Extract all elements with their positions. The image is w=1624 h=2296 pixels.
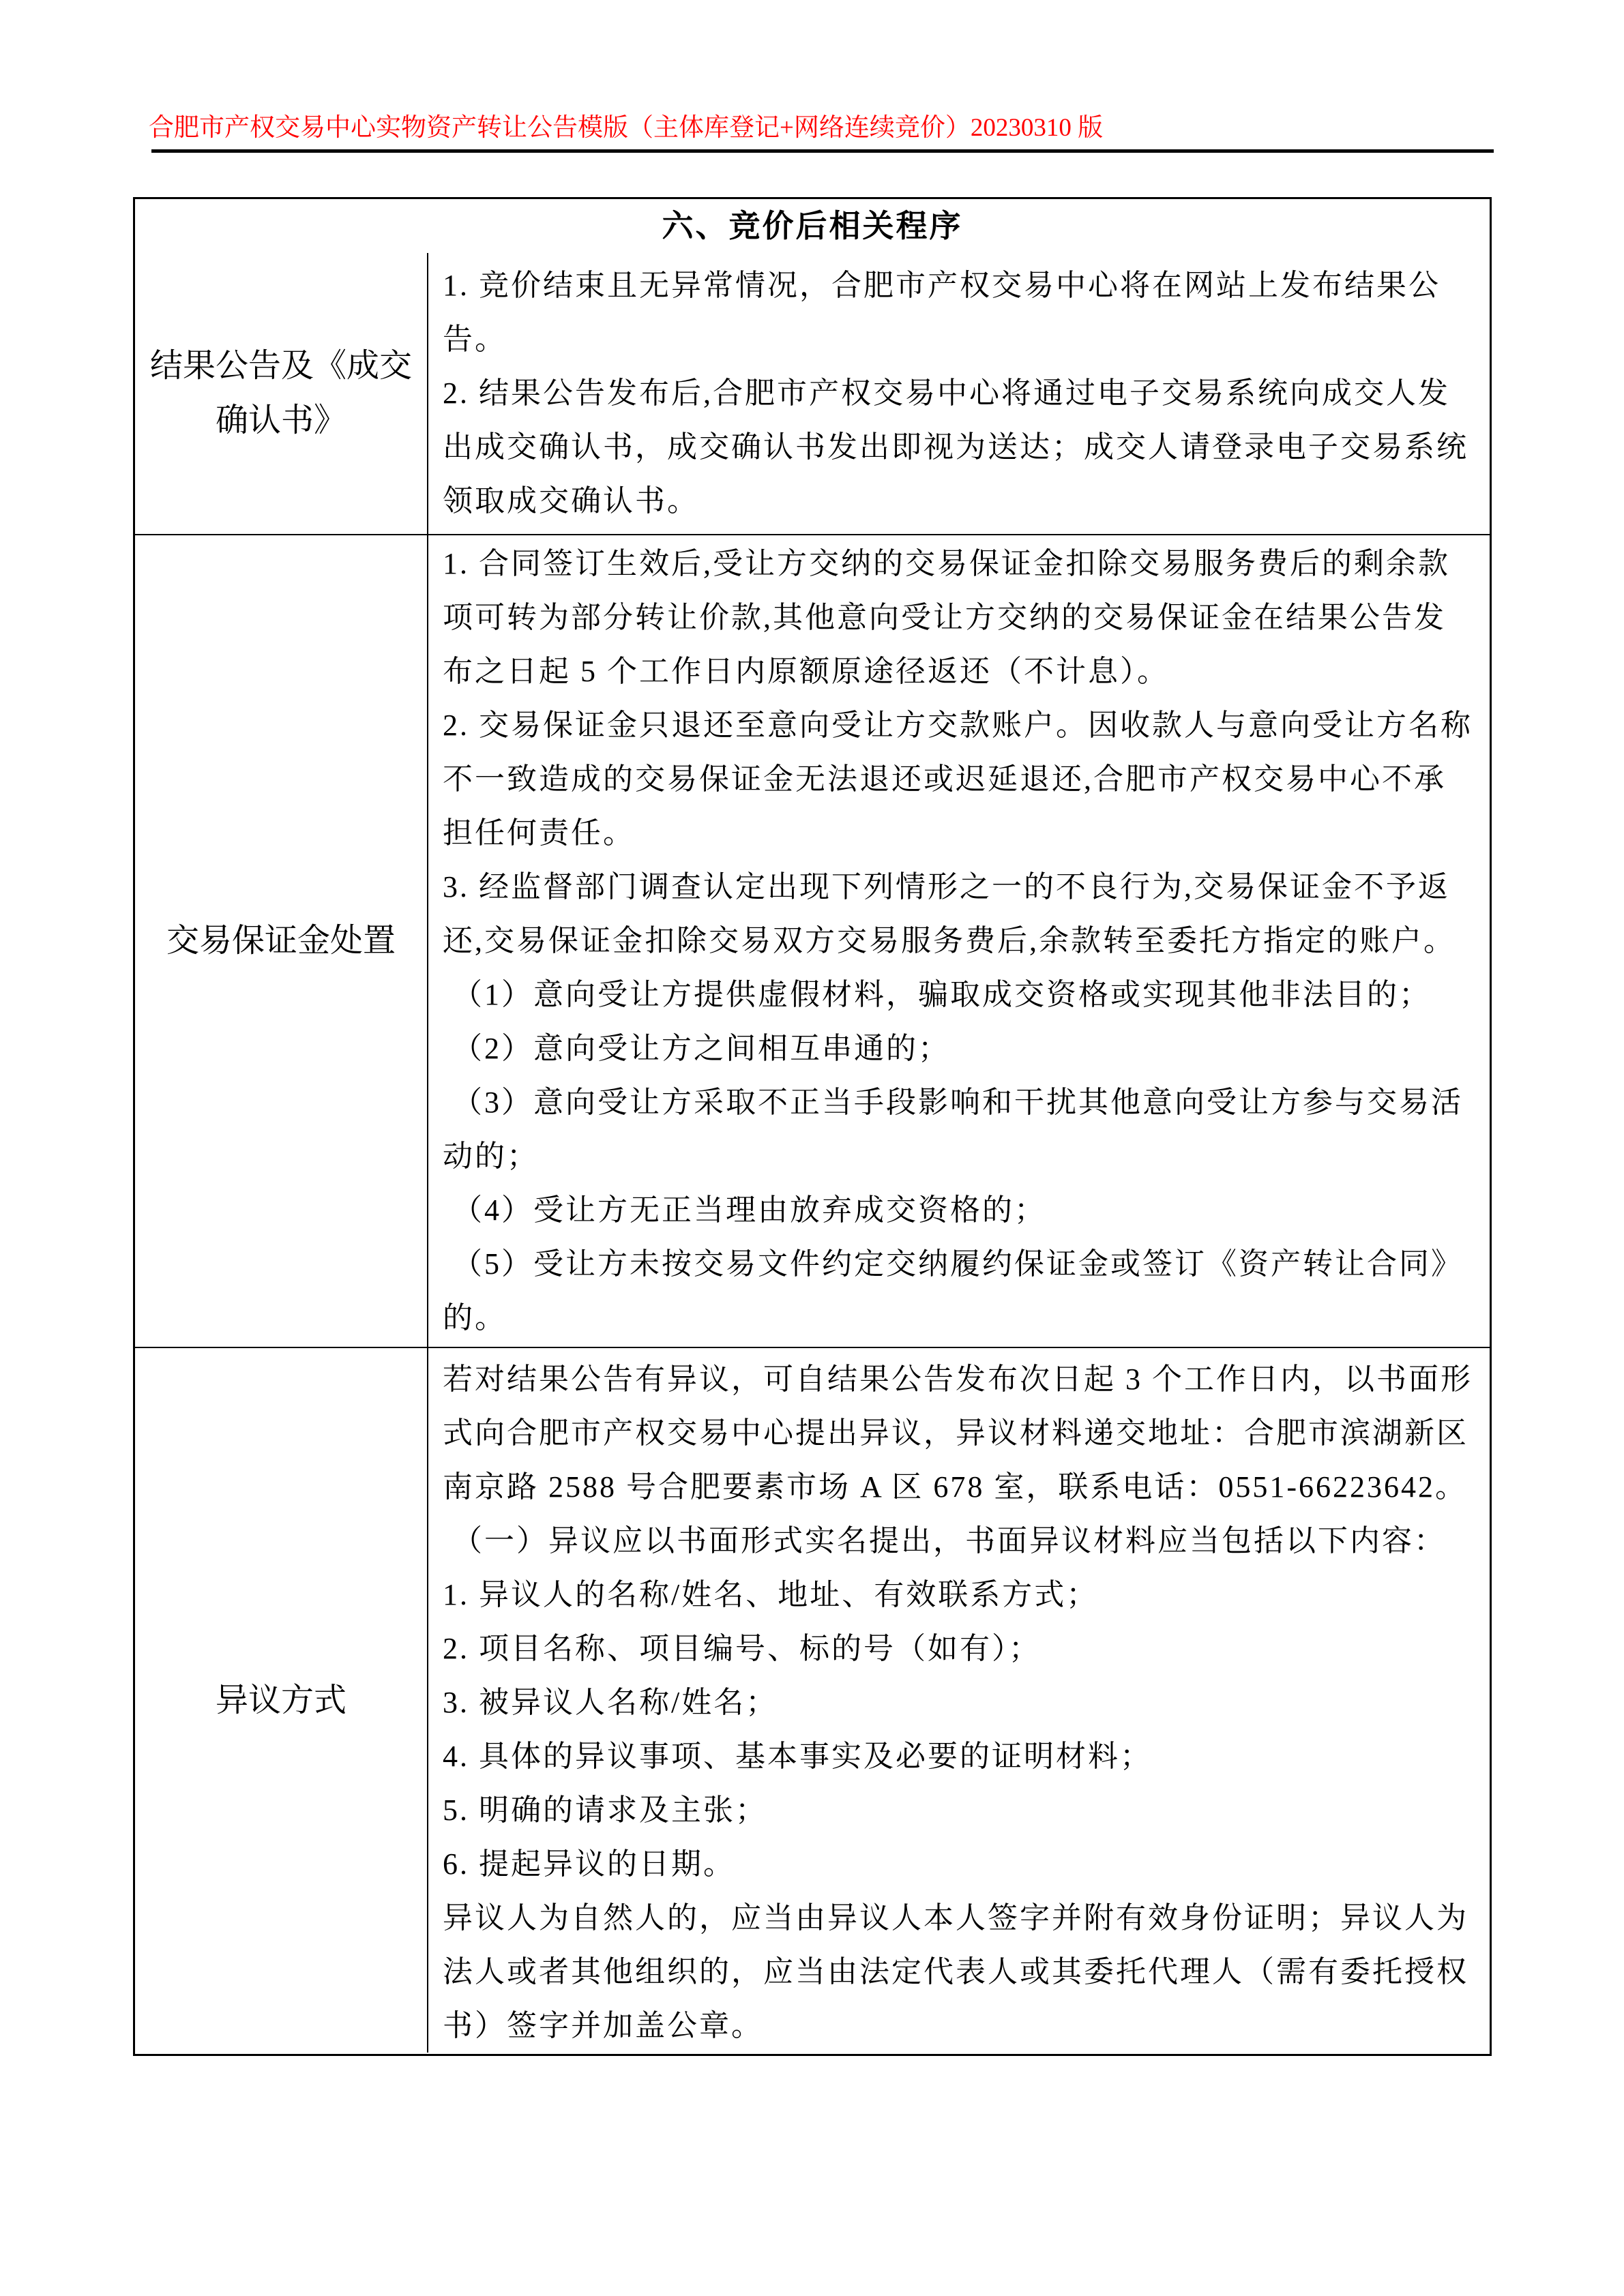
content-text-line: 5. 明确的请求及主张； xyxy=(443,1793,767,1827)
row-content xyxy=(428,253,1490,534)
row-label-line: 结果公告及《成交 xyxy=(149,348,412,384)
content-text-line: 告。 xyxy=(443,323,507,356)
content-text-line: 式向合肥市产权交易中心提出异议，异议材料递交地址：合肥市滨湖新区 xyxy=(443,1416,1468,1450)
content-text-line: 2. 交易保证金只退还至意向受让方交款账户。因收款人与意向受让方名称 xyxy=(443,709,1473,742)
table-row xyxy=(135,1347,1490,2053)
content-text-line: 1. 异议人的名称/姓名、地址、有效联系方式； xyxy=(443,1578,1099,1611)
row-content xyxy=(428,1348,1490,2053)
content-text-line: （3）意向受让方采取不正当手段影响和干扰其他意向受让方参与交易活 xyxy=(452,1086,1463,1119)
content-text-line: （2）意向受让方之间相互串通的； xyxy=(452,1032,950,1065)
content-text-line: 担任何责任。 xyxy=(443,816,635,850)
content-text-line: 若对结果公告有异议，可自结果公告发布次日起 3 个工作日内，以书面形 xyxy=(443,1362,1473,1396)
row-content xyxy=(428,535,1490,1347)
row-label-line: 异议方式 xyxy=(215,1682,346,1718)
content-text-line: （4）受让方无正当理由放弃成交资格的； xyxy=(452,1193,1046,1227)
content-text-line: 出成交确认书，成交确认书发出即视为送达；成交人请登录电子交易系统 xyxy=(443,430,1468,464)
content-text-line: 动的； xyxy=(443,1139,539,1173)
content-text-line: 6. 提起异议的日期。 xyxy=(443,1847,735,1881)
content-text-line: 2. 结果公告发布后,合肥市产权交易中心将通过电子交易系统向成交人发 xyxy=(443,376,1450,410)
row-label xyxy=(135,535,428,1347)
content-text-line: 项可转为部分转让价款,其他意向受让方交纳的交易保证金在结果公告发 xyxy=(443,601,1446,634)
content-text-line: 领取成交确认书。 xyxy=(443,484,699,518)
content-text-line: 3. 经监督部门调查认定出现下列情形之一的不良行为,交易保证金不予返 xyxy=(443,870,1450,904)
header-rule-divider xyxy=(151,149,1494,153)
content-text-line: 还,交易保证金扣除交易双方交易服务费后,余款转至委托方指定的账户。 xyxy=(443,924,1456,957)
content-text-line: 书）签字并加盖公章。 xyxy=(443,2009,763,2042)
row-label-line: 交易保证金处置 xyxy=(166,923,396,959)
content-text-line: 布之日起 5 个工作日内原额原途径返还（不计息）。 xyxy=(443,655,1169,688)
content-text-line: 2. 项目名称、项目编号、标的号（如有）； xyxy=(443,1632,1041,1665)
content-text-line: 1. 竞价结束且无异常情况，合肥市产权交易中心将在网站上发布结果公 xyxy=(443,269,1441,302)
content-text-line: （5）受让方未按交易文件约定交纳履约保证金或签订《资产转让合同》 xyxy=(452,1247,1463,1281)
table-row xyxy=(135,253,1490,534)
content-text-line: （一）异议应以书面形式实名提出，书面异议材料应当包括以下内容： xyxy=(452,1524,1446,1557)
content-text-line: 南京路 2588 号合肥要素市场 A 区 678 室，联系电话：0551-66223642。 xyxy=(443,1470,1467,1504)
table-title: 六、竞价后相关程序 xyxy=(662,208,963,243)
table-title-row xyxy=(135,199,1490,253)
row-label xyxy=(135,253,428,534)
table-rows xyxy=(135,253,1490,2053)
row-label xyxy=(135,1348,428,2053)
table-row xyxy=(135,534,1490,1347)
content-text-line: 的。 xyxy=(443,1301,507,1335)
row-label-line: 确认书》 xyxy=(215,402,346,438)
procedures-table xyxy=(133,197,1492,2056)
content-text-line: 1. 合同签订生效后,受让方交纳的交易保证金扣除交易服务费后的剩余款 xyxy=(443,547,1450,580)
content-text-line: 4. 具体的异议事项、基本事实及必要的证明材料； xyxy=(443,1740,1152,1773)
document-header-title: 合肥市产权交易中心实物资产转让公告模版（主体库登记+网络连续竞价）20230310 版 xyxy=(149,114,1104,142)
content-text-line: （1）意向受让方提供虚假材料，骗取成交资格或实现其他非法目的； xyxy=(452,978,1431,1011)
content-text-line: 法人或者其他组织的，应当由法定代表人或其委托代理人（需有委托授权 xyxy=(443,1955,1468,1988)
content-text-line: 异议人为自然人的，应当由异议人本人签字并附有效身份证明；异议人为 xyxy=(443,1901,1468,1935)
content-text-line: 不一致造成的交易保证金无法退还或迟延退还,合肥市产权交易中心不承 xyxy=(443,762,1446,796)
content-text-line: 3. 被异议人名称/姓名； xyxy=(443,1686,778,1719)
